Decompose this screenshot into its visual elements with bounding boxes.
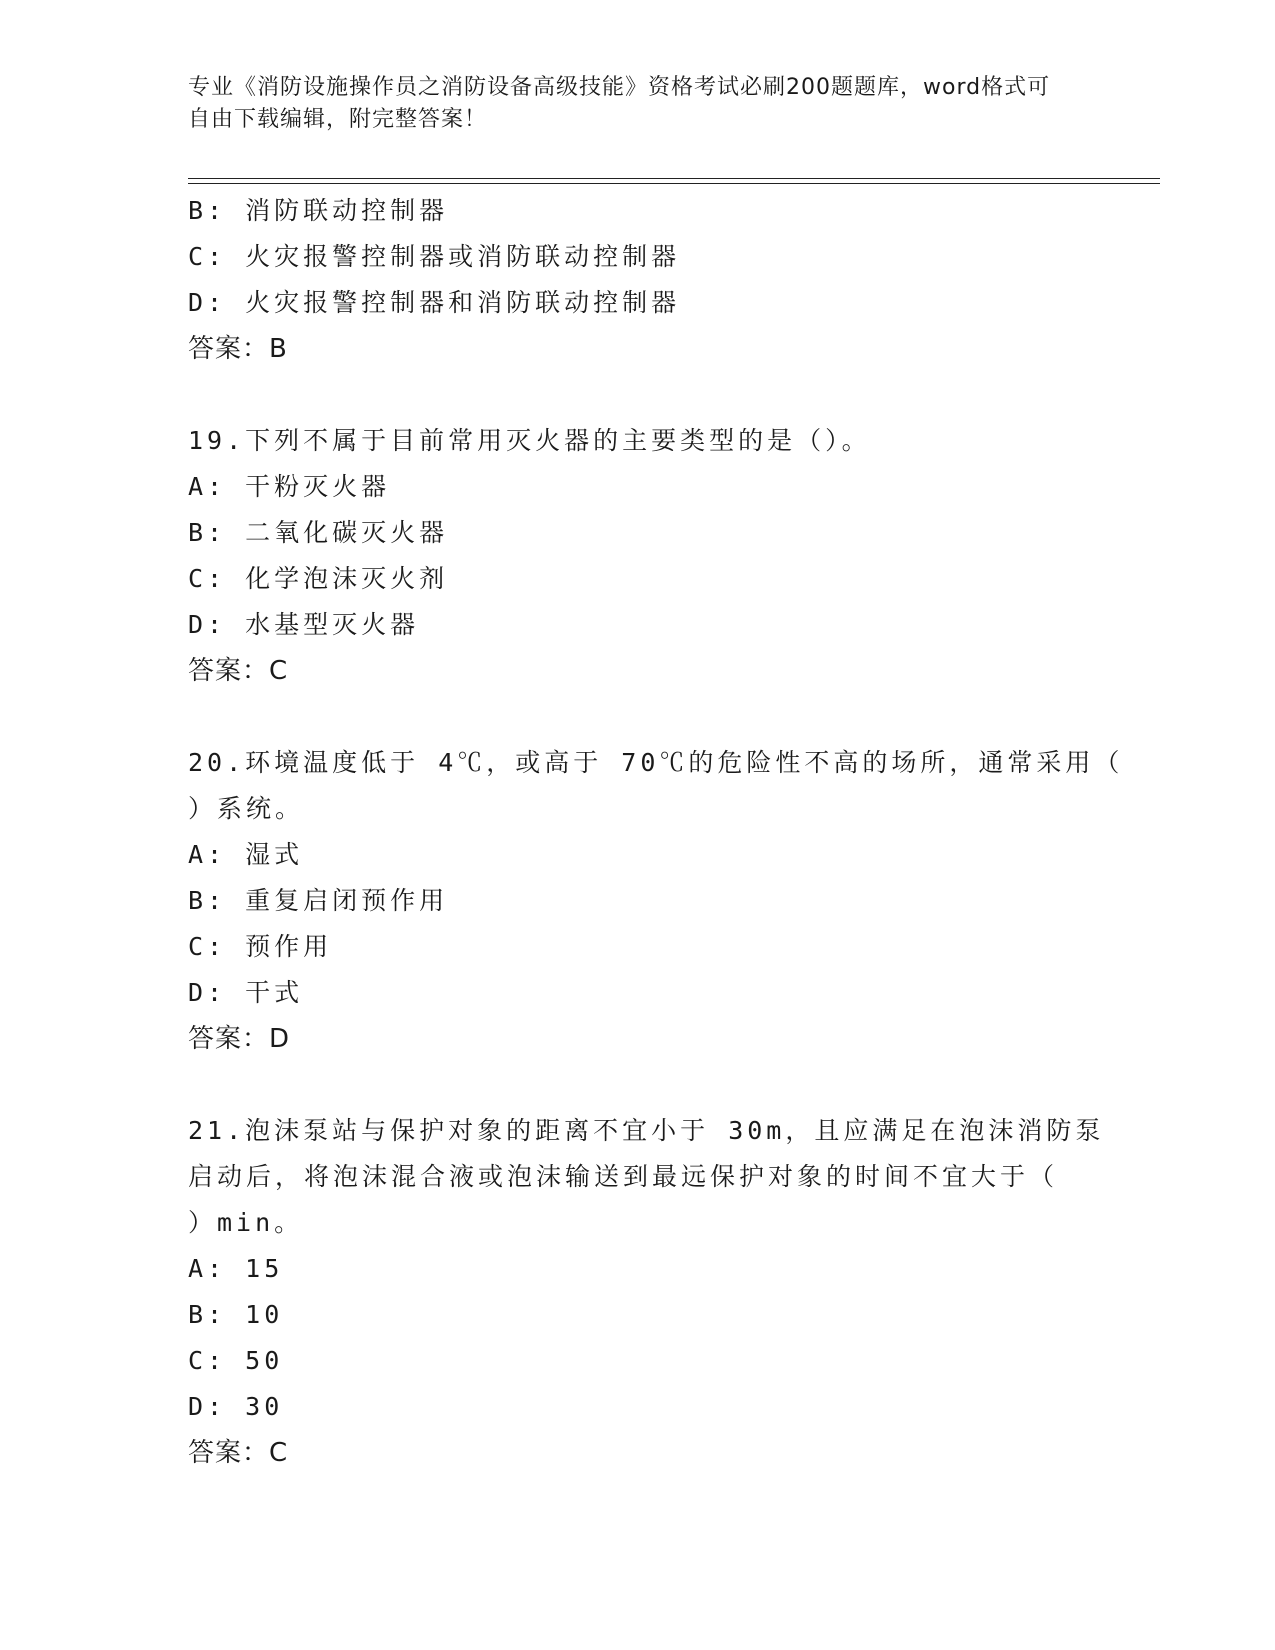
option-a: A: 15	[188, 1254, 284, 1283]
answer: 答案：C	[188, 656, 289, 686]
option-c: C: 预作用	[188, 932, 333, 961]
option-b: B: 消防联动控制器	[188, 196, 449, 225]
option-c: C: 火灾报警控制器或消防联动控制器	[188, 242, 681, 271]
question-20	[188, 740, 1124, 1062]
question-list	[188, 188, 1124, 1476]
question-stem: 19.下列不属于目前常用灭火器的主要类型的是（）。	[188, 426, 871, 455]
option-d: D: 30	[188, 1392, 284, 1421]
answer: 答案：B	[188, 334, 288, 364]
document-header: 专业《消防设施操作员之消防设备高级技能》资格考试必刷200题题库，word格式可自由下载编辑，附完整答案！	[188, 75, 1051, 132]
option-a: A: 湿式	[188, 840, 304, 869]
question-stem-line-1: 21.泡沫泵站与保护对象的距离不宜小于 30m，且应满足在泡沫消防泵	[188, 1116, 1105, 1145]
option-c: C: 50	[188, 1346, 284, 1375]
question-stem-line-2: ）系统。	[188, 794, 305, 823]
option-d: D: 水基型灭火器	[188, 610, 420, 639]
question-stem-line-2: 启动后，将泡沫混合液或泡沫输送到最远保护对象的时间不宜大于（	[188, 1162, 1059, 1191]
question-stem-line-3: ）min。	[188, 1208, 304, 1237]
answer: 答案：D	[188, 1024, 291, 1054]
option-a: A: 干粉灭火器	[188, 472, 391, 501]
question-19	[188, 418, 1088, 694]
option-d: D: 火灾报警控制器和消防联动控制器	[188, 288, 681, 317]
question-21	[188, 1108, 1105, 1476]
question-18-tail	[188, 188, 1088, 372]
option-b: B: 重复启闭预作用	[188, 886, 449, 915]
option-c: C: 化学泡沫灭火剂	[188, 564, 449, 593]
option-b: B: 二氧化碳灭火器	[188, 518, 449, 547]
option-d: D: 干式	[188, 978, 304, 1007]
header-divider-top	[188, 178, 1160, 179]
question-stem-line-1: 20.环境温度低于 4℃，或高于 70℃的危险性不高的场所，通常采用（	[188, 748, 1124, 777]
header-divider-bottom	[188, 183, 1160, 184]
option-b: B: 10	[188, 1300, 284, 1329]
answer: 答案：C	[188, 1438, 289, 1468]
